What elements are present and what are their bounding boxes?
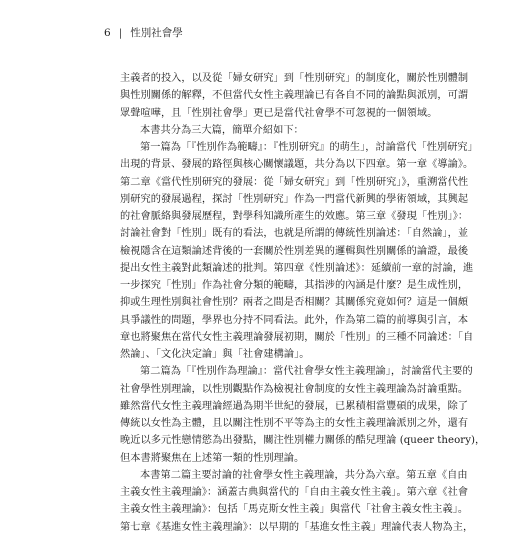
- text-line: 的社會脈絡與發展歷程，對學科知識所產生的效應。第三章《發現「性別」》：: [120, 211, 469, 222]
- page-number: 6: [104, 27, 111, 39]
- text-line: 主義女性主義理論》：包括「馬克斯女性主義」與當代「社會主義女性主義」。: [120, 504, 469, 516]
- body-text: [120, 70, 486, 536]
- text-line: 章也將聚焦在當代女性主義理論發展初期，關於「性別」的三種不同論述：「自: [120, 331, 474, 343]
- running-header: [104, 26, 183, 40]
- text-line: 抑或生理性別與社會性別？兩者之間是否相關？其關係究竟如何？這是一個頗: [120, 297, 469, 309]
- text-line: 第一篇為「『性別作為範疇』：『性別研究』的萌生」，討論當代「性別研究」: [140, 142, 478, 153]
- text-line: 主義者的投入，以及從「婦女研究」到「性別研究」的制度化，關於性別體制: [120, 73, 469, 84]
- text-line: 傳統以女性為主體，且以關注性別不平等為主的女性主義理論派別之外，還有: [120, 418, 469, 429]
- text-line: 別研究的發展過程，探討「性別研究」作為一門當代新興的學術領域，其興起: [120, 193, 469, 205]
- text-line: 第二篇為「『性別作為理論』：當代社會學女性主義理論」，討論當代主要的: [140, 366, 473, 378]
- text-line: 具爭議性的問題，學界也分持不同看法。此外，作為第二篇的前導與引言，本: [120, 314, 469, 326]
- text-line: 討論社會對「性別」既有的看法，也就是所謂的傳統性別論述：「自然論」，並: [120, 228, 469, 240]
- text-line: 出現的背景、發展的路徑與核心關懷議題，共分為以下四章。第一章《導論》。: [120, 159, 474, 171]
- book-title: 性別社會學: [130, 27, 183, 39]
- text-line: 本書第二篇主要討論的社會學女性主義理論，共分為六章。第五章《自由: [140, 469, 468, 481]
- text-line: 第二章《當代性別研究的發展：從「婦女研究」到「性別研究」》，重溯當代性: [120, 176, 469, 188]
- text-line: 第七章《基進女性主義理論》：以早期的「基進女性主義」理論代表人物為主，: [120, 521, 474, 533]
- text-line: 一步探究「性別」作為社會分類的範疇，其指涉的內涵是什麼？是生成性別，: [120, 280, 469, 291]
- text-line: 與性別關係的解釋，不但當代女性主義理論已有各自不同的論點與派別，可謂: [120, 90, 469, 102]
- header-separator: |: [118, 27, 123, 39]
- text-line: 然論」、「文化決定論」與「社會建構論」。: [120, 349, 310, 360]
- text-line: 主義女性主義理論》：涵蓋古典與當代的「自由主義女性主義」。第六章《社會: [120, 487, 469, 498]
- text-line: 檢視隱含在這類論述背後的一套關於性別差異的邏輯與性別關係的論證，最後: [120, 245, 469, 257]
- text-line: 本書共分為三大篇，簡單介紹如下：: [140, 124, 304, 136]
- text-line: 提出女性主義對此類論述的批判。第四章《性別論述》：延續前一章的討論，進: [120, 262, 474, 274]
- text-line: 晚近以多元性戀情慾為出發點，關注性別權力關係的酷兒理論 (queer theory)，: [120, 435, 486, 447]
- text-line: 社會學性別理論，以性別觀點作為檢視社會制度的女性主義理論為討論重點。: [120, 383, 469, 395]
- text-line: 眾聲喧嘩，且「性別社會學」更已是當代社會學不可忽視的一個領域。: [120, 107, 438, 119]
- text-line: 但本書將聚焦在上述第一類的性別理論。: [120, 452, 305, 464]
- text-line: 雖然當代女性主義理論經過為期半世紀的發展，已累積相當豐碩的成果，除了: [120, 400, 469, 412]
